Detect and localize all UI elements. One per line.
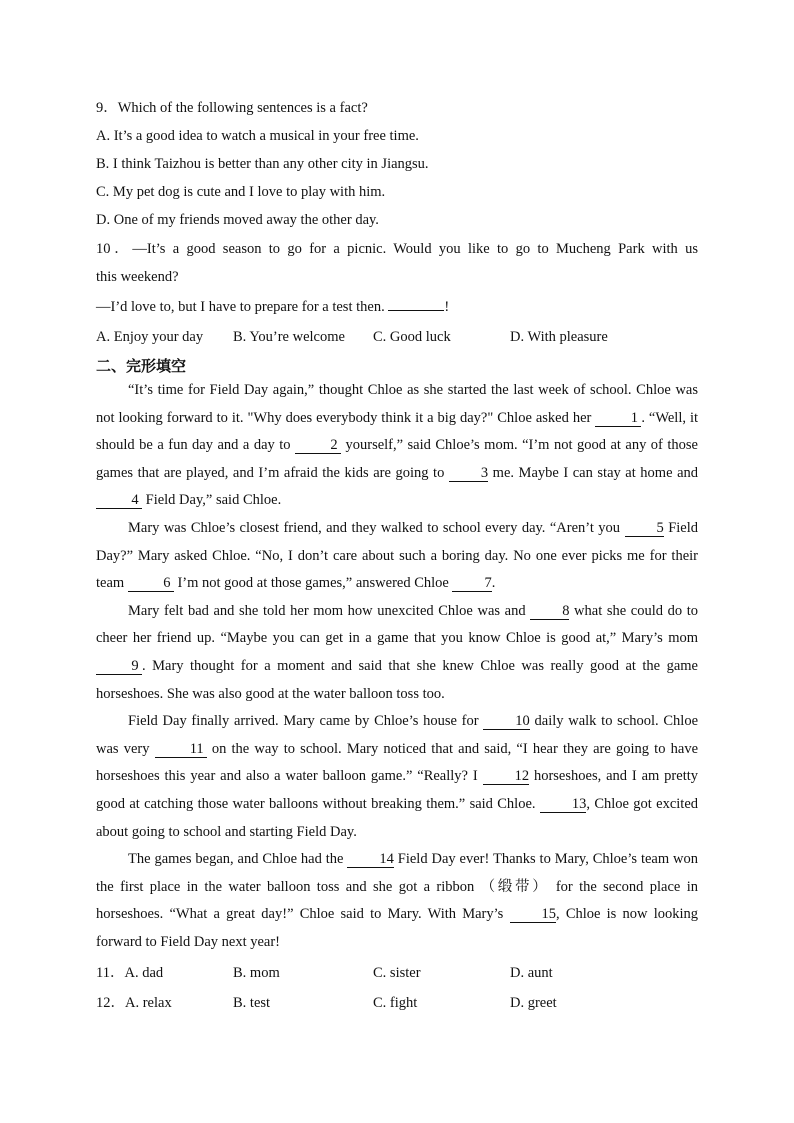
question-11 (96, 959, 698, 987)
text: “It’s time for Field Day again,” thought Chloe as she started the last week of school. Chloe was not looking forward to it. "Why does everybody think it a big day?" Chloe asked her (96, 382, 698, 426)
text: . (491, 575, 496, 592)
question-number-and-option-a (96, 959, 233, 987)
blank-14[interactable]: 14 (347, 851, 394, 868)
paragraph-1 (96, 377, 698, 515)
text: Mary was Chloe’s closest friend, and they walked to school every day. “Aren’t you (128, 519, 621, 536)
option-d: D. With pleasure (510, 329, 608, 345)
option-c: C. Good luck (373, 329, 451, 345)
blank-10[interactable]: 10 (483, 713, 530, 730)
question-number-and-option-a (96, 989, 233, 1017)
text: me. Maybe I can stay at home and (492, 464, 699, 481)
text: daily walk to school. Chloe was very (96, 713, 699, 757)
exam-page (96, 94, 698, 1017)
text: Mary felt bad and she told her mom how unexcited Chloe was and (128, 602, 526, 619)
text: Field Day finally arrived. Mary came by Chloe’s house for (128, 713, 479, 730)
blank-2[interactable]: 2 (295, 437, 341, 454)
option-b: B. mom (233, 965, 280, 982)
text: . “Well, it should be a fun day and a day to (96, 409, 699, 454)
section-title: 二、完形填空 (96, 357, 187, 375)
text: what she could do to cheer her friend up. “Maybe you can get in a game that you know Chloe is good at,” Mary’s mom (96, 602, 698, 647)
blank-4[interactable]: 4 (96, 492, 142, 509)
question-stem: 9．Which of the following sentences is a fact? (96, 100, 368, 116)
option-d: D. greet (510, 995, 557, 1012)
option-c: C. My pet dog is cute and I love to play with him. (96, 184, 386, 200)
option-a: A. It’s a good idea to watch a musical in your free time. (96, 128, 419, 144)
question-10 (96, 235, 698, 351)
reply-end: ! (444, 299, 450, 315)
answer-blank[interactable] (388, 296, 444, 311)
question-number: 11． (96, 965, 125, 982)
option-c: C. fight (373, 995, 418, 1012)
blank-3[interactable]: 3 (449, 465, 488, 482)
options-row (96, 323, 698, 351)
option-b: B. I think Taizhou is better than any other city in Jiangsu. (96, 156, 429, 172)
paragraph-3 (96, 598, 698, 708)
blank-6[interactable]: 6 (128, 575, 174, 592)
blank-11[interactable]: 11 (155, 741, 207, 758)
paragraph-4 (96, 708, 698, 846)
blank-9[interactable]: 9 (96, 658, 142, 675)
blank-12[interactable]: 12 (483, 768, 530, 785)
question-9 (96, 94, 698, 234)
blank-13[interactable]: 13 (540, 796, 587, 813)
paragraph-5 (96, 846, 698, 956)
text: , Chloe got excited about going to school and starting Field Day. (96, 795, 699, 840)
blank-15[interactable]: 15 (510, 906, 557, 923)
question-stem-line2: this weekend? (96, 269, 179, 285)
option-a: A. relax (125, 995, 172, 1012)
question-number: 12． (96, 995, 125, 1012)
option-a: A. Enjoy your day (96, 329, 204, 345)
blank-8[interactable]: 8 (530, 603, 569, 620)
text: on the way to school. Mary noticed that and said, “I hear they are going to have horseshoes this year and also a water balloon game.” “Really? I (96, 740, 699, 785)
text: . Mary thought for a moment and said that she knew Chloe was really good at the game horseshoes. She was also good at the water balloon toss too. (96, 657, 698, 702)
dialogue-reply (96, 293, 698, 321)
option-b: B. test (233, 995, 271, 1012)
option-d: D. One of my friends moved away the other day. (96, 212, 379, 228)
option-c: C. sister (373, 965, 421, 982)
option-b: B. You’re welcome (233, 329, 345, 345)
question-stem-line1: 10．—It’s a good season to go for a picnic. Would you like to go to Mucheng Park with us (96, 241, 698, 257)
option-a: A. dad (124, 965, 164, 982)
text: Field Day ever! Thanks to Mary, Chloe’s team won the first place in the water balloon toss and she got a ribbon （缎带） for the second place in horseshoes. “What a great day!” Chloe said to Mary. With Mary’s (96, 851, 698, 923)
blank-5[interactable]: 5 (625, 520, 664, 537)
text: yourself,” said Chloe’s mom. “I’m not good at any of those games that are played, and I’m afraid the kids are going to (96, 437, 698, 481)
paragraph-2 (96, 515, 698, 598)
text: horseshoes, and I am pretty good at catching those water balloons without breaking them.” said Chloe. (96, 768, 698, 812)
text: Field Day,” said Chloe. (145, 492, 282, 509)
text: , Chloe is now looking forward to Field Day next year! (96, 906, 699, 950)
option-d: D. aunt (510, 965, 553, 982)
blank-7[interactable]: 7 (452, 575, 491, 592)
cloze-passage (96, 377, 698, 956)
text: The games began, and Chloe had the (128, 851, 344, 868)
text: Field Day?” Mary asked Chloe. “No, I don’t care about such a boring day. No one ever picks me for their team (96, 519, 698, 592)
blank-1[interactable]: 1 (595, 410, 641, 427)
reply-text: —I’d love to, but I have to prepare for a test then. (96, 299, 385, 315)
question-12 (96, 989, 698, 1017)
text: I’m not good at those games,” answered Chloe (177, 575, 449, 592)
